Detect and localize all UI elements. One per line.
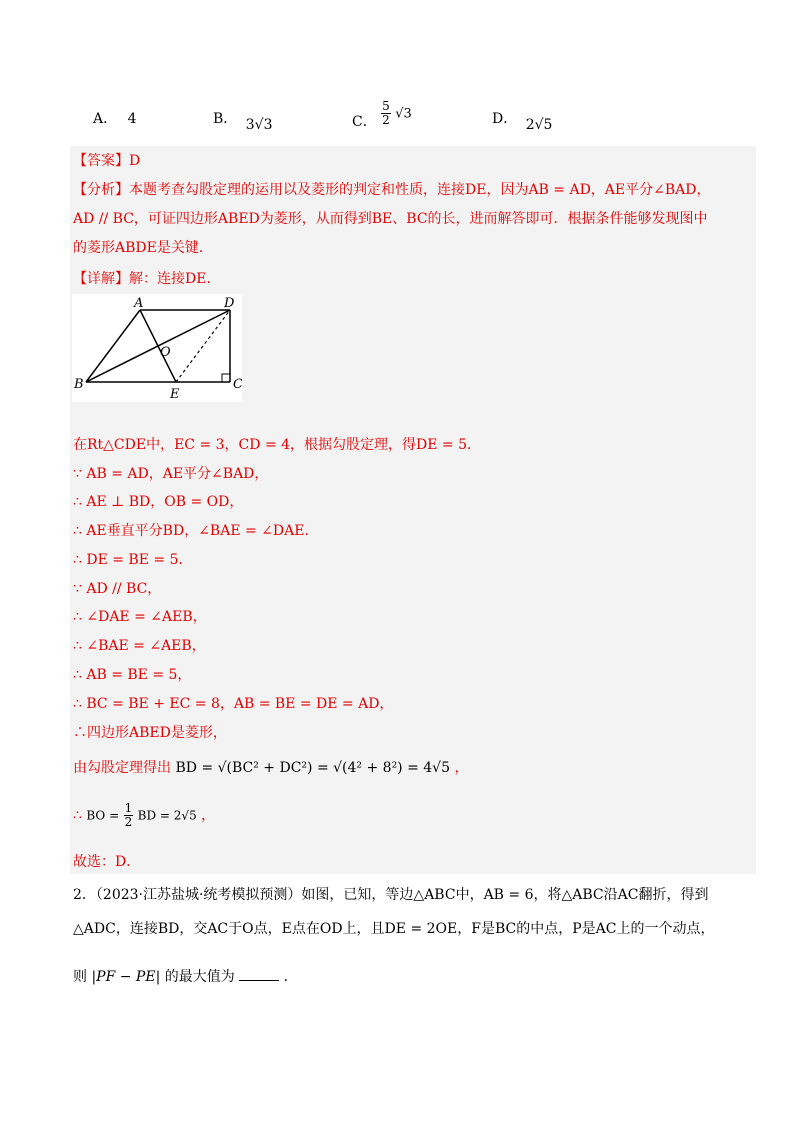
choice-c-denominator: 2: [382, 113, 390, 127]
choice-d-value: 2√5: [525, 117, 553, 133]
step-bo-prefix: ∴: [73, 807, 82, 824]
choice-c: [352, 99, 412, 130]
segment-bd: [86, 310, 230, 382]
step-bo-lhs: BO =: [86, 808, 120, 823]
step-bd-formula: BD = √(BC² + DC²) = √(4² + 8²) = 4√5: [175, 760, 451, 776]
choice-b-value: 3√3: [245, 117, 273, 133]
choice-c-label: C．: [352, 113, 377, 130]
conclusion-line: 故选：D．: [73, 854, 141, 870]
analysis-tag: 【分析】: [73, 182, 129, 198]
step-bo-suffix: ，: [201, 807, 216, 824]
question2-line3-prefix: 则: [73, 969, 87, 985]
analysis-text-1: 本题考查勾股定理的运用以及菱形的判定和性质，连接DE，因为AB = AD，AE平分∠BAD，: [129, 182, 711, 198]
detail-tag: 【详解】: [73, 271, 129, 287]
segment-ab: [86, 310, 140, 382]
step-4: ∴ AE垂直平分BD，∠BAE = ∠DAE．: [73, 523, 319, 539]
step-6: ∵ AD // BC，: [73, 581, 162, 597]
step-7: ∴ ∠DAE = ∠AEB，: [73, 609, 207, 625]
step-bd-prefix: 由勾股定理得出: [73, 760, 171, 776]
answer-value: D: [129, 153, 141, 169]
answer-tag: 【答案】: [73, 153, 129, 169]
step-bo-denominator: 2: [124, 815, 133, 829]
choice-c-radical: √3: [395, 106, 412, 122]
choice-d-label: D．: [492, 111, 518, 127]
rhombus-diagram: [72, 294, 242, 402]
answer-blank[interactable]: [239, 968, 279, 981]
question2-line3-suffix: 的最大值为: [164, 969, 235, 985]
label-e: E: [170, 387, 180, 402]
choice-c-fraction: [381, 100, 391, 127]
right-angle-mark: [222, 374, 230, 382]
detail-line: [73, 268, 220, 288]
choice-a: [93, 108, 137, 128]
step-bd-suffix: ，: [454, 760, 469, 776]
label-d: D: [224, 296, 235, 311]
step-2: ∵ AB = AD，AE平分∠BAD，: [73, 466, 269, 482]
geometry-figure: [72, 294, 242, 402]
question2-line-2: △ADC，连接BD，交AC于O点，E点在OD上，且DE = 2OE，F是BC的中点，P是AC上的一个动点，: [73, 921, 715, 937]
step-5: ∴ DE = BE = 5．: [73, 552, 193, 568]
choice-a-label: A．: [93, 111, 118, 127]
step-9: ∴ AB = BE = 5，: [73, 667, 192, 683]
detail-text: 解：连接DE．: [129, 271, 221, 287]
label-a: A: [134, 296, 144, 311]
step-bd: [73, 757, 468, 777]
step-bo-numerator: 1: [124, 801, 133, 815]
step-3: ∴ AE ⊥ BD，OB = OD，: [73, 494, 244, 510]
choice-c-numerator: 5: [382, 99, 390, 113]
analysis-line-3: 的菱形ABDE是关键．: [73, 240, 213, 256]
question2-line-3: [73, 966, 298, 986]
segment-de-dashed: [176, 310, 230, 382]
label-o: O: [160, 345, 171, 360]
question2-line-1: 2．（2023·江苏盐城·统考模拟预测）如图，已知，等边△ABC中，AB = 6，将△ABC沿AC翻折，得到: [73, 887, 709, 903]
step-bo: [73, 802, 215, 829]
step-11: ∴四边形ABED是菱形，: [73, 725, 227, 741]
question2-expr: |PF − PE|: [91, 969, 161, 985]
label-c: C: [233, 377, 242, 392]
step-10: ∴ BC = BE + EC = 8，AB = BE = DE = AD，: [73, 696, 394, 712]
step-8: ∴ ∠BAE = ∠AEB，: [73, 638, 206, 654]
step-1: 在Rt△CDE中，EC = 3，CD = 4，根据勾股定理，得DE = 5．: [73, 437, 482, 453]
choice-b: [213, 108, 273, 133]
choice-d: [492, 108, 553, 133]
analysis-line-2: AD // BC，可证四边形ABED为菱形，从而得到BE、BC的长，进而解答即可．根据条件能够发现图中: [73, 211, 708, 227]
label-b: B: [74, 377, 84, 392]
step-bo-rhs: BD = 2√5: [137, 808, 197, 823]
choice-b-label: B．: [213, 111, 238, 127]
question2-line3-end: ．: [283, 969, 298, 985]
analysis-line-1: [73, 179, 711, 199]
choice-a-value: 4: [127, 111, 137, 127]
step-bo-fraction: [124, 802, 134, 829]
answer-line: [73, 150, 140, 170]
